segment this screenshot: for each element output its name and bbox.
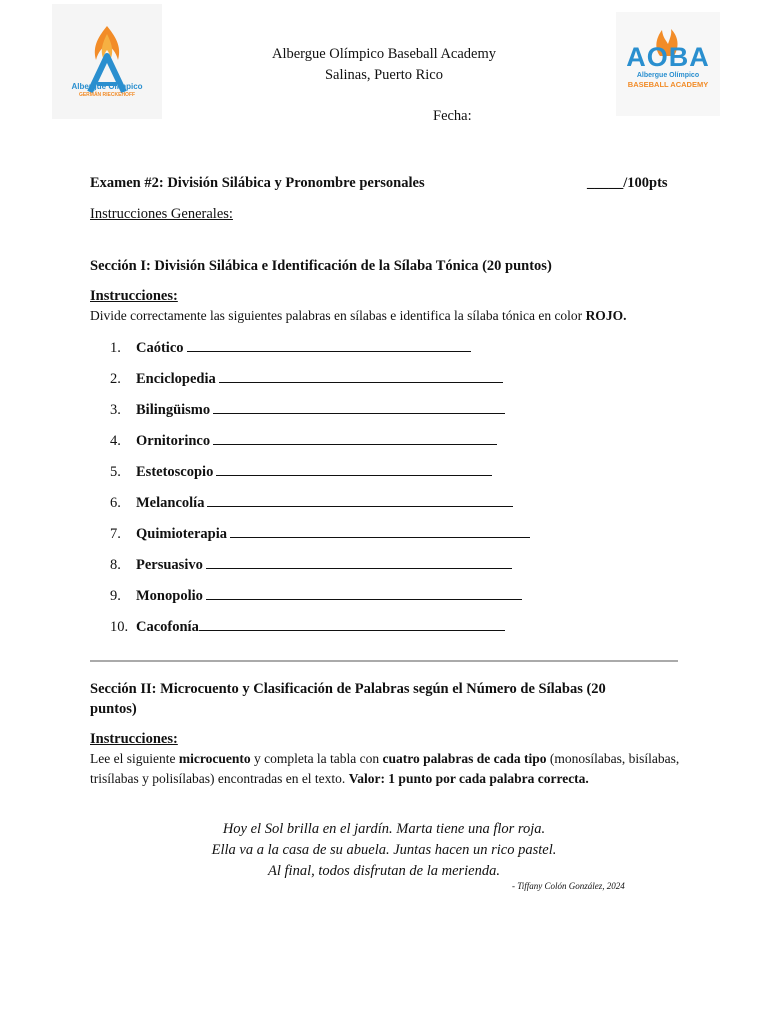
- item-number: 4.: [110, 433, 121, 449]
- left-logo-text-2: GERMÁN RIECKEHOFF: [78, 92, 136, 98]
- answer-line[interactable]: [230, 524, 530, 538]
- instr-bold-2: cuatro palabras de cada tipo: [382, 751, 547, 766]
- section-1-instructions-label: Instrucciones:: [90, 288, 178, 304]
- right-logo-text-1: Albergue Olímpico: [636, 72, 700, 79]
- school-location: Salinas, Puerto Rico: [324, 67, 443, 83]
- date-label: Fecha:: [433, 108, 472, 124]
- list-item: [110, 369, 503, 388]
- item-word: Cacofonía: [136, 619, 199, 635]
- microcuento-line-2: Ella va a la casa de su abuela. Juntas hacen un rico pastel.: [211, 842, 557, 858]
- list-item: [110, 338, 471, 357]
- list-item: [110, 524, 530, 543]
- general-instructions-heading: Instrucciones Generales:: [90, 206, 233, 222]
- item-word: Monopolio: [136, 588, 203, 604]
- item-number: 10.: [110, 619, 129, 635]
- microcuento-line-1: Hoy el Sol brilla en el jardín. Marta tiene una flor roja.: [222, 821, 546, 837]
- answer-line[interactable]: [213, 400, 505, 414]
- left-logo-text-1: Albergue Olímpico: [71, 82, 143, 91]
- answer-line[interactable]: [219, 369, 503, 383]
- aoba-logo: [616, 12, 720, 116]
- instr-bold-3: Valor: 1 punto por cada palabra correcta.: [348, 771, 589, 786]
- item-number: 3.: [110, 402, 121, 418]
- list-item: [110, 586, 522, 605]
- item-number: 2.: [110, 371, 121, 387]
- item-word: Quimioterapia: [136, 526, 228, 542]
- section-2-title: Sección II: Microcuento y Clasificación de Palabras según el Número de Sílabas (20 puntos): [90, 681, 606, 717]
- list-item: [110, 617, 505, 636]
- answer-line[interactable]: [216, 462, 492, 476]
- microcuento-credit: - Tiffany Colón González, 2024: [512, 881, 625, 891]
- answer-line[interactable]: [206, 555, 512, 569]
- microcuento-line-3: Al final, todos disfrutan de la merienda.: [268, 863, 500, 879]
- instr-text-1: Lee el siguiente: [90, 751, 179, 766]
- section-1-instructions-text: Divide correctamente las siguientes palabras en sílabas e identifica la sílaba tónica en color: [90, 308, 586, 323]
- item-word: Caótico: [136, 340, 184, 356]
- item-number: 8.: [110, 557, 121, 573]
- item-number: 1.: [110, 340, 121, 356]
- school-name: Albergue Olímpico Baseball Academy: [271, 46, 497, 62]
- item-number: 5.: [110, 464, 121, 480]
- item-word: Bilingüismo: [136, 402, 211, 418]
- score-field: _____/100pts: [587, 175, 668, 191]
- item-word: Ornitorinco: [136, 433, 211, 449]
- answer-line[interactable]: [199, 617, 505, 631]
- item-word: Estetoscopio: [136, 464, 214, 480]
- section-1-title: Sección I: División Silábica e Identificación de la Sílaba Tónica (20 puntos): [90, 258, 552, 274]
- section-1-instructions: [90, 306, 680, 326]
- item-number: 6.: [110, 495, 121, 511]
- item-word: Melancolía: [136, 495, 205, 511]
- list-item: [110, 555, 512, 574]
- section-divider: [90, 660, 678, 662]
- list-item: [110, 400, 505, 419]
- instr-text-2: y completa la tabla con: [250, 751, 383, 766]
- section-2-instructions-label: Instrucciones:: [90, 731, 178, 747]
- item-number: 9.: [110, 588, 121, 604]
- answer-line[interactable]: [187, 338, 471, 352]
- item-word: Enciclopedia: [136, 371, 216, 387]
- list-item: [110, 493, 513, 512]
- list-item: [110, 431, 497, 450]
- item-number: 7.: [110, 526, 121, 542]
- list-item: [110, 462, 492, 481]
- section-1-instructions-emphasis: ROJO.: [585, 308, 627, 323]
- answer-line[interactable]: [206, 586, 522, 600]
- right-logo-text-2: BASEBALL ACADEMY: [627, 80, 709, 89]
- item-word: Persuasivo: [136, 557, 203, 573]
- instr-text-3: (monosílabas, bisílabas, trisílabas y polisílabas) encontradas en el texto.: [90, 751, 680, 786]
- exam-title: Examen #2: División Silábica y Pronombre personales: [90, 175, 425, 191]
- aoba-wordmark: AOBA: [626, 42, 710, 72]
- section-2-instructions: [90, 749, 680, 789]
- answer-line[interactable]: [213, 431, 497, 445]
- instr-bold-1: microcuento: [178, 751, 251, 766]
- answer-line[interactable]: [207, 493, 513, 507]
